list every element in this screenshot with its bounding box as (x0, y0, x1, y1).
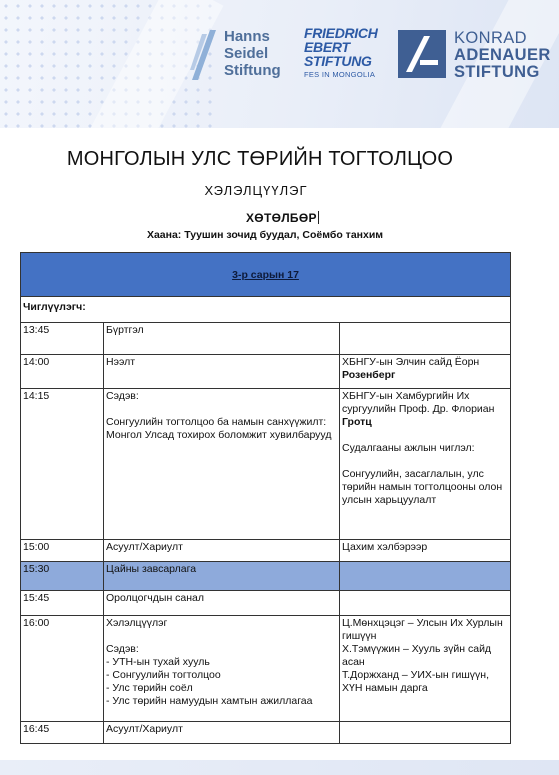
time-cell: 16:00 (21, 616, 104, 722)
speaker-cell (340, 323, 511, 355)
hanns-seidel-logo (190, 28, 290, 84)
speaker-cell (340, 562, 511, 591)
topic-item: - Улс төрийн соёл (106, 682, 193, 694)
fes-logo-subtitle: FES IN MONGOLIA (304, 70, 376, 79)
agenda-item: Оролцогчдын санал (104, 591, 340, 616)
panelist: Ц.Мөнхцэцэг – Улсын Их Хурлын гишүүн (342, 617, 503, 642)
agenda-item: Нээлт (104, 355, 340, 389)
fes-logo-text: STIFTUNG (304, 53, 372, 69)
topic-label: Сэдэв: (106, 643, 139, 655)
agenda-item (104, 616, 340, 722)
table-row (21, 722, 511, 744)
speaker-cell (340, 389, 511, 540)
agenda-item (104, 389, 340, 540)
panelist: Х.Тэмүүжин – Хууль зүйн сайд асан (342, 643, 492, 668)
topic-item: - Улс төрийн намуудын хамтын ажиллагаа (106, 695, 313, 707)
fes-logo-text: FRIEDRICH (304, 25, 378, 41)
time-cell: 13:45 (21, 323, 104, 355)
topic-text: Сонгуулийн тогтолцоо ба намын санхүүжилт: Монгол Улсад тохирох боломжит хувилбарууд (106, 416, 332, 441)
table-row (21, 616, 511, 722)
time-cell: 16:45 (21, 722, 104, 744)
table-row (21, 323, 511, 355)
time-cell: 15:00 (21, 540, 104, 562)
hss-logo-icon (190, 30, 218, 80)
break-row (21, 562, 511, 591)
header-banner (0, 0, 559, 128)
text-cursor (318, 211, 319, 224)
table-row (21, 355, 511, 389)
time-cell: 14:15 (21, 389, 104, 540)
speaker-cell (340, 722, 511, 744)
table-row (21, 591, 511, 616)
hss-logo-text: Stiftung (224, 62, 281, 79)
research-text: Сонгуулийн, засаглалын, улс төрийн намын тогтолцооны олон улсын харьцуулалт (342, 468, 503, 506)
fes-logo (304, 26, 384, 86)
kas-logo-text: ADENAUER (454, 46, 551, 64)
fes-logo-text: EBERT (304, 39, 350, 55)
table-row (21, 540, 511, 562)
date-cell: 3-р сарын 17 (21, 253, 511, 297)
kas-logo-text: KONRAD (454, 29, 527, 47)
topic-item: - Сонгуулийн тогтолцоо (106, 669, 221, 681)
speaker-cell (340, 355, 511, 389)
venue-line: Хаана: Туушин зочид буудал, Соёмбо танхим (146, 229, 384, 241)
speaker-cell (340, 616, 511, 722)
kas-logo-icon (398, 30, 446, 78)
kas-logo-text: STIFTUNG (454, 63, 540, 81)
speaker-cell (340, 591, 511, 616)
time-cell: 14:00 (21, 355, 104, 389)
footer-band (0, 760, 559, 775)
agenda-item: Бүртгэл (104, 323, 340, 355)
moderator-label: Чиглүүлэгч: (21, 297, 511, 323)
hss-logo-text: Hanns (224, 28, 270, 45)
speaker-text: ХБНГУ-ын Элчин сайд Ёорн (342, 356, 480, 368)
agenda-title: Хэлэлцүүлэг (106, 617, 168, 629)
panelist: Т.Доржханд – УИХ-ын гишүүн, ХҮН намын дарга (342, 669, 489, 694)
hss-logo-text: Seidel (224, 45, 269, 62)
document-subtitle: ХЭЛЭЛЦҮҮЛЭГ (204, 183, 308, 198)
table-row (21, 389, 511, 540)
speaker-text: ХБНГУ-ын Хамбургийн Их сургуулийн Проф. Др. Флориан (342, 390, 495, 415)
topic-item: - УТН-ын тухай хууль (106, 656, 210, 668)
agenda-item: Асуулт/Хариулт (104, 540, 340, 562)
speaker-cell: Цахим хэлбэрээр (340, 540, 511, 562)
time-cell: 15:45 (21, 591, 104, 616)
agenda-item: Асуулт/Хариулт (104, 722, 340, 744)
program-label: ХӨТӨЛБӨР (246, 211, 317, 225)
time-cell: 15:30 (21, 562, 104, 591)
konrad-adenauer-logo (398, 30, 558, 82)
date-row (21, 253, 511, 297)
agenda-item: Цайны завсарлага (104, 562, 340, 591)
speaker-name: Гротц (342, 416, 372, 428)
topic-label: Сэдэв: (106, 390, 139, 402)
program-heading (246, 211, 319, 225)
speaker-name: Розенберг (342, 369, 396, 381)
moderator-row (21, 297, 511, 323)
schedule-table (20, 252, 511, 744)
research-label: Судалгааны ажлын чиглэл: (342, 442, 475, 454)
document-title: МОНГОЛЫН УЛС ТӨРИЙН ТОГТОЛЦОО (66, 148, 454, 170)
